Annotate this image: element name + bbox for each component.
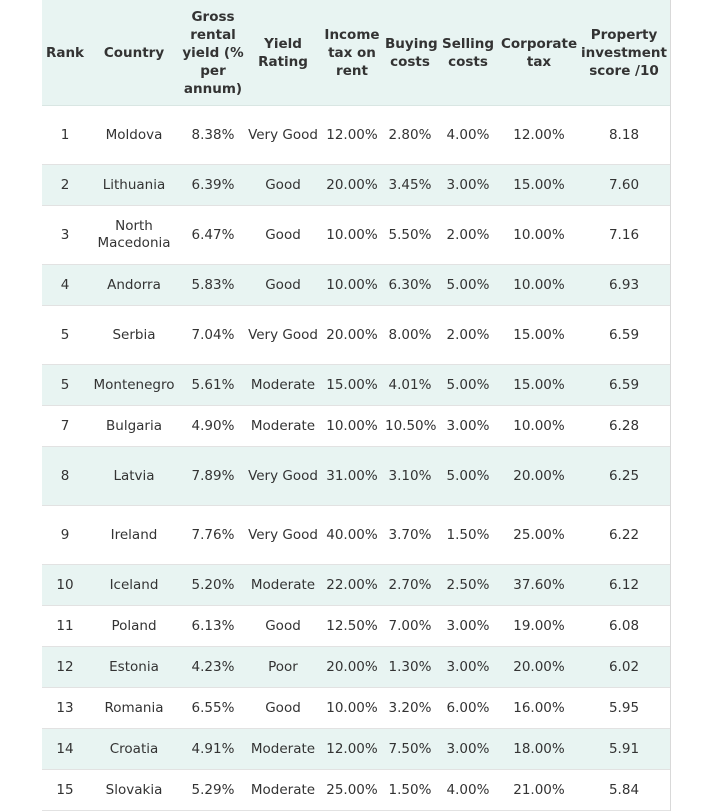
income-tax-cell: 31.00% bbox=[320, 447, 384, 506]
selling-costs-cell: 3.00% bbox=[436, 647, 500, 688]
country-cell: Ireland bbox=[88, 506, 180, 565]
rank-cell: 7 bbox=[42, 406, 88, 447]
rank-cell: 11 bbox=[42, 606, 88, 647]
investment-score-cell: 6.12 bbox=[578, 565, 670, 606]
corporate-tax-cell: 25.00% bbox=[500, 506, 578, 565]
corporate-tax-cell: 15.00% bbox=[500, 306, 578, 365]
gross-rental-yield-cell: 6.39% bbox=[180, 165, 246, 206]
gross-rental-yield-cell: 4.91% bbox=[180, 729, 246, 770]
income-tax-cell: 22.00% bbox=[320, 565, 384, 606]
buying-costs-cell: 3.10% bbox=[384, 447, 436, 506]
rank-cell: 8 bbox=[42, 447, 88, 506]
buying-costs-cell: 8.00% bbox=[384, 306, 436, 365]
country-cell: Romania bbox=[88, 688, 180, 729]
investment-score-cell: 6.59 bbox=[578, 306, 670, 365]
header-country: Country bbox=[88, 0, 180, 106]
income-tax-cell: 25.00% bbox=[320, 770, 384, 811]
investment-score-cell: 6.28 bbox=[578, 406, 670, 447]
table-row bbox=[42, 688, 670, 729]
buying-costs-cell: 6.30% bbox=[384, 265, 436, 306]
buying-costs-cell: 7.50% bbox=[384, 729, 436, 770]
table-row bbox=[42, 447, 670, 506]
table-row bbox=[42, 406, 670, 447]
yield-rating-cell: Very Good bbox=[246, 506, 320, 565]
investment-score-cell: 6.93 bbox=[578, 265, 670, 306]
income-tax-cell: 10.00% bbox=[320, 265, 384, 306]
selling-costs-cell: 3.00% bbox=[436, 729, 500, 770]
buying-costs-cell: 3.45% bbox=[384, 165, 436, 206]
corporate-tax-cell: 16.00% bbox=[500, 688, 578, 729]
rank-cell: 13 bbox=[42, 688, 88, 729]
country-cell: Estonia bbox=[88, 647, 180, 688]
property-investment-table-container bbox=[42, 0, 671, 811]
selling-costs-cell: 2.00% bbox=[436, 206, 500, 265]
yield-rating-cell: Moderate bbox=[246, 729, 320, 770]
country-cell: Bulgaria bbox=[88, 406, 180, 447]
country-cell: Iceland bbox=[88, 565, 180, 606]
selling-costs-cell: 2.50% bbox=[436, 565, 500, 606]
yield-rating-cell: Very Good bbox=[246, 306, 320, 365]
gross-rental-yield-cell: 6.13% bbox=[180, 606, 246, 647]
investment-score-cell: 6.08 bbox=[578, 606, 670, 647]
selling-costs-cell: 5.00% bbox=[436, 447, 500, 506]
corporate-tax-cell: 15.00% bbox=[500, 365, 578, 406]
gross-rental-yield-cell: 6.55% bbox=[180, 688, 246, 729]
yield-rating-cell: Moderate bbox=[246, 770, 320, 811]
investment-score-cell: 6.02 bbox=[578, 647, 670, 688]
selling-costs-cell: 5.00% bbox=[436, 365, 500, 406]
gross-rental-yield-cell: 4.90% bbox=[180, 406, 246, 447]
country-cell: Poland bbox=[88, 606, 180, 647]
country-cell: Montenegro bbox=[88, 365, 180, 406]
country-cell: Slovakia bbox=[88, 770, 180, 811]
investment-score-cell: 6.59 bbox=[578, 365, 670, 406]
corporate-tax-cell: 18.00% bbox=[500, 729, 578, 770]
yield-rating-cell: Poor bbox=[246, 647, 320, 688]
buying-costs-cell: 2.70% bbox=[384, 565, 436, 606]
header-corporate-tax: Corporate tax bbox=[500, 0, 578, 106]
table-row bbox=[42, 506, 670, 565]
investment-score-cell: 5.84 bbox=[578, 770, 670, 811]
corporate-tax-cell: 37.60% bbox=[500, 565, 578, 606]
rank-cell: 10 bbox=[42, 565, 88, 606]
rank-cell: 15 bbox=[42, 770, 88, 811]
yield-rating-cell: Moderate bbox=[246, 365, 320, 406]
header-buying-costs: Buying costs bbox=[384, 0, 436, 106]
country-cell: Andorra bbox=[88, 265, 180, 306]
rank-cell: 2 bbox=[42, 165, 88, 206]
yield-rating-cell: Good bbox=[246, 265, 320, 306]
gross-rental-yield-cell: 5.29% bbox=[180, 770, 246, 811]
selling-costs-cell: 3.00% bbox=[436, 406, 500, 447]
header-gross-rental-yield: Gross rental yield (% per annum) bbox=[180, 0, 246, 106]
income-tax-cell: 12.50% bbox=[320, 606, 384, 647]
buying-costs-cell: 1.50% bbox=[384, 770, 436, 811]
table-row bbox=[42, 565, 670, 606]
gross-rental-yield-cell: 7.89% bbox=[180, 447, 246, 506]
investment-score-cell: 6.22 bbox=[578, 506, 670, 565]
rank-cell: 5 bbox=[42, 306, 88, 365]
gross-rental-yield-cell: 5.20% bbox=[180, 565, 246, 606]
table-row bbox=[42, 306, 670, 365]
income-tax-cell: 12.00% bbox=[320, 106, 384, 165]
income-tax-cell: 20.00% bbox=[320, 647, 384, 688]
country-cell: Croatia bbox=[88, 729, 180, 770]
yield-rating-cell: Very Good bbox=[246, 106, 320, 165]
rank-cell: 3 bbox=[42, 206, 88, 265]
buying-costs-cell: 2.80% bbox=[384, 106, 436, 165]
investment-score-cell: 7.16 bbox=[578, 206, 670, 265]
yield-rating-cell: Moderate bbox=[246, 406, 320, 447]
buying-costs-cell: 1.30% bbox=[384, 647, 436, 688]
country-cell: North Macedonia bbox=[88, 206, 180, 265]
table-row bbox=[42, 365, 670, 406]
corporate-tax-cell: 20.00% bbox=[500, 447, 578, 506]
gross-rental-yield-cell: 5.61% bbox=[180, 365, 246, 406]
buying-costs-cell: 7.00% bbox=[384, 606, 436, 647]
income-tax-cell: 12.00% bbox=[320, 729, 384, 770]
table-row bbox=[42, 729, 670, 770]
investment-score-cell: 8.18 bbox=[578, 106, 670, 165]
buying-costs-cell: 3.70% bbox=[384, 506, 436, 565]
gross-rental-yield-cell: 7.04% bbox=[180, 306, 246, 365]
gross-rental-yield-cell: 7.76% bbox=[180, 506, 246, 565]
income-tax-cell: 15.00% bbox=[320, 365, 384, 406]
table-row bbox=[42, 265, 670, 306]
property-investment-table bbox=[42, 0, 670, 811]
income-tax-cell: 40.00% bbox=[320, 506, 384, 565]
corporate-tax-cell: 15.00% bbox=[500, 165, 578, 206]
table-row bbox=[42, 647, 670, 688]
rank-cell: 5 bbox=[42, 365, 88, 406]
selling-costs-cell: 4.00% bbox=[436, 106, 500, 165]
country-cell: Moldova bbox=[88, 106, 180, 165]
selling-costs-cell: 6.00% bbox=[436, 688, 500, 729]
income-tax-cell: 10.00% bbox=[320, 206, 384, 265]
header-property-investment-score: Property investment score /10 bbox=[578, 0, 670, 106]
selling-costs-cell: 1.50% bbox=[436, 506, 500, 565]
yield-rating-cell: Good bbox=[246, 206, 320, 265]
rank-cell: 1 bbox=[42, 106, 88, 165]
yield-rating-cell: Good bbox=[246, 606, 320, 647]
country-cell: Lithuania bbox=[88, 165, 180, 206]
table-row bbox=[42, 606, 670, 647]
table-row bbox=[42, 770, 670, 811]
investment-score-cell: 5.91 bbox=[578, 729, 670, 770]
investment-score-cell: 6.25 bbox=[578, 447, 670, 506]
rank-cell: 4 bbox=[42, 265, 88, 306]
header-row bbox=[42, 0, 670, 106]
corporate-tax-cell: 21.00% bbox=[500, 770, 578, 811]
selling-costs-cell: 4.00% bbox=[436, 770, 500, 811]
income-tax-cell: 10.00% bbox=[320, 406, 384, 447]
header-income-tax-on-rent: Income tax on rent bbox=[320, 0, 384, 106]
country-cell: Serbia bbox=[88, 306, 180, 365]
yield-rating-cell: Moderate bbox=[246, 565, 320, 606]
income-tax-cell: 20.00% bbox=[320, 165, 384, 206]
selling-costs-cell: 5.00% bbox=[436, 265, 500, 306]
selling-costs-cell: 3.00% bbox=[436, 165, 500, 206]
corporate-tax-cell: 12.00% bbox=[500, 106, 578, 165]
buying-costs-cell: 5.50% bbox=[384, 206, 436, 265]
corporate-tax-cell: 10.00% bbox=[500, 406, 578, 447]
buying-costs-cell: 10.50% bbox=[384, 406, 436, 447]
income-tax-cell: 10.00% bbox=[320, 688, 384, 729]
gross-rental-yield-cell: 5.83% bbox=[180, 265, 246, 306]
gross-rental-yield-cell: 8.38% bbox=[180, 106, 246, 165]
yield-rating-cell: Good bbox=[246, 688, 320, 729]
country-cell: Latvia bbox=[88, 447, 180, 506]
table-row bbox=[42, 106, 670, 165]
yield-rating-cell: Very Good bbox=[246, 447, 320, 506]
income-tax-cell: 20.00% bbox=[320, 306, 384, 365]
rank-cell: 12 bbox=[42, 647, 88, 688]
header-rank: Rank bbox=[42, 0, 88, 106]
investment-score-cell: 7.60 bbox=[578, 165, 670, 206]
corporate-tax-cell: 10.00% bbox=[500, 265, 578, 306]
buying-costs-cell: 4.01% bbox=[384, 365, 436, 406]
table-row bbox=[42, 165, 670, 206]
header-yield-rating: Yield Rating bbox=[246, 0, 320, 106]
selling-costs-cell: 3.00% bbox=[436, 606, 500, 647]
rank-cell: 14 bbox=[42, 729, 88, 770]
gross-rental-yield-cell: 4.23% bbox=[180, 647, 246, 688]
corporate-tax-cell: 19.00% bbox=[500, 606, 578, 647]
selling-costs-cell: 2.00% bbox=[436, 306, 500, 365]
investment-score-cell: 5.95 bbox=[578, 688, 670, 729]
table-row bbox=[42, 206, 670, 265]
table-body bbox=[42, 106, 670, 811]
rank-cell: 9 bbox=[42, 506, 88, 565]
yield-rating-cell: Good bbox=[246, 165, 320, 206]
table-header bbox=[42, 0, 670, 106]
buying-costs-cell: 3.20% bbox=[384, 688, 436, 729]
header-selling-costs: Selling costs bbox=[436, 0, 500, 106]
gross-rental-yield-cell: 6.47% bbox=[180, 206, 246, 265]
corporate-tax-cell: 10.00% bbox=[500, 206, 578, 265]
corporate-tax-cell: 20.00% bbox=[500, 647, 578, 688]
